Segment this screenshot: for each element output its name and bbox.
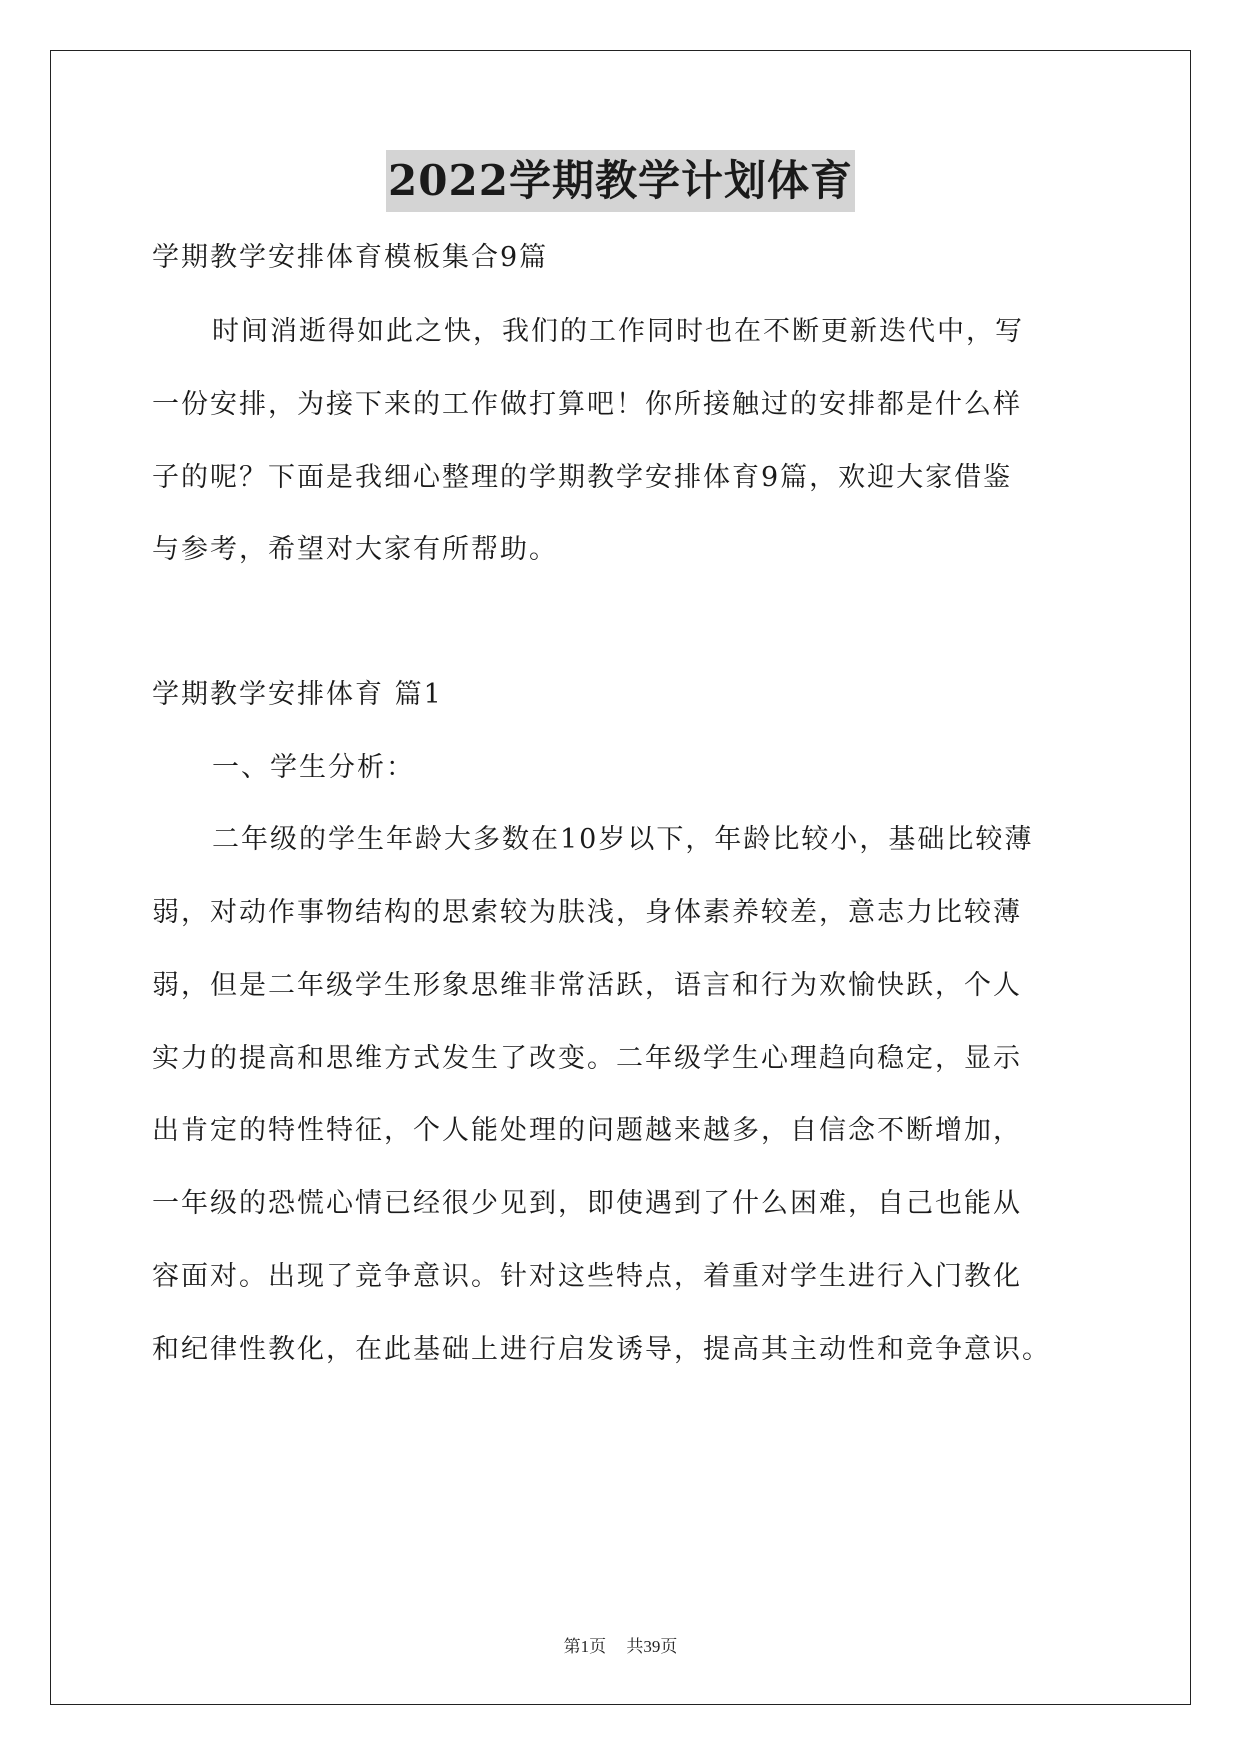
section-heading: 学期教学安排体育 篇1	[152, 679, 443, 710]
body-line: 和纪律性教化，在此基础上进行启发诱导，提高其主动性和竞争意识。	[152, 1334, 1051, 1365]
body-line: 弱，但是二年级学生形象思维非常活跃，语言和行为欢愉快跃，个人	[152, 970, 1022, 1001]
intro-line: 与参考，希望对大家有所帮助。	[152, 534, 558, 565]
page-footer	[0, 1632, 1241, 1657]
document-subtitle: 学期教学安排体育模板集合9篇	[152, 242, 549, 273]
body-line: 弱，对动作事物结构的思索较为肤浅，身体素养较差，意志力比较薄	[152, 897, 1022, 928]
subsection-heading: 一、学生分析：	[212, 752, 415, 783]
body-line: 二年级的学生年龄大多数在10岁以下，年龄比较小，基础比较薄	[212, 824, 1034, 855]
body-line: 实力的提高和思维方式发生了改变。二年级学生心理趋向稳定，显示	[152, 1043, 1022, 1074]
page-number: 第1页	[563, 1637, 607, 1656]
body-line: 一年级的恐慌心情已经很少见到，即使遇到了什么困难，自己也能从	[152, 1188, 1022, 1219]
page-border	[50, 50, 1191, 1705]
body-line: 容面对。出现了竞争意识。针对这些特点，着重对学生进行入门教化	[152, 1261, 1022, 1292]
page-total: 共39页	[626, 1637, 678, 1656]
intro-line: 子的呢？下面是我细心整理的学期教学安排体育9篇，欢迎大家借鉴	[152, 462, 1013, 493]
intro-line: 一份安排，为接下来的工作做打算吧！你所接触过的安排都是什么样	[152, 389, 1022, 420]
title-container	[0, 150, 1241, 212]
intro-line: 时间消逝得如此之快，我们的工作同时也在不断更新迭代中，写	[212, 316, 1024, 347]
body-line: 出肯定的特性特征，个人能处理的问题越来越多，自信念不断增加，	[152, 1115, 1022, 1146]
document-title: 2022学期教学计划体育	[386, 150, 855, 212]
